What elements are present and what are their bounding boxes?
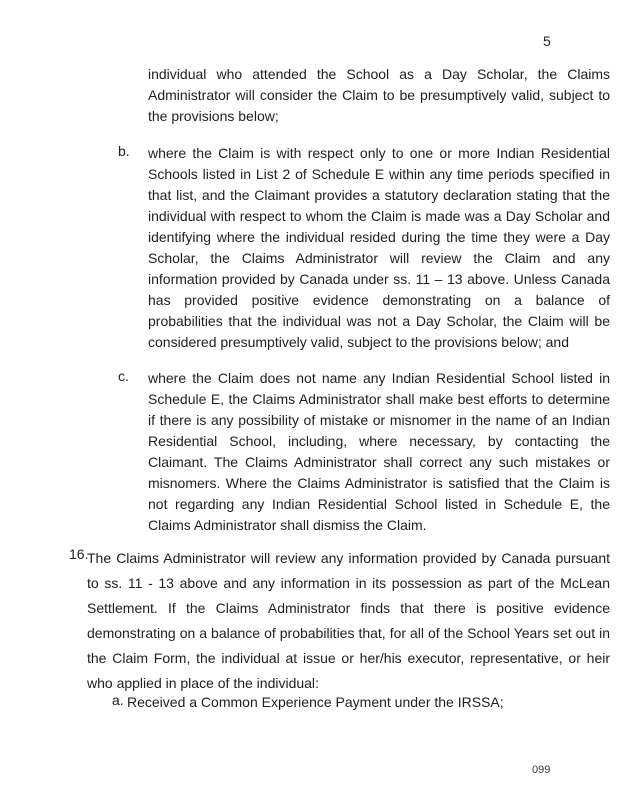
- list-item-c-text: where the Claim does not name any Indian Residential School listed in Schedule E, the Claims Administrator shall make best efforts to determine if there is any possibility of mistake or misnomer in the name of an Indian Residential School, including, where necessary, by contacting the Claimant. The Claims Administrator shall correct any such mistakes or misnomers. Where the Claims Administrator is satisfied that the Claim is not regarding any Indian Residential School listed in Schedule E, the Claims Administrator shall dismiss the Claim.: [148, 370, 610, 533]
- paragraph-16-text: The Claims Administrator will review any information provided by Canada pursuant to ss. 11 - 13 above and any information in its possession as part of the McLean Settlement. If the Claims Administrator finds that there is positive evidence demonstrating on a balance of probabilities that, for all of the School Years set out in the Claim Form, the individual at issue or her/his executor, representative, or heir who applied in place of the individual:: [87, 550, 610, 691]
- list-item-b: [118, 143, 610, 353]
- sub-item-a-text: Received a Common Experience Payment under the IRSSA;: [127, 694, 504, 710]
- sub-item-a: [112, 692, 592, 713]
- bates-number: 099: [532, 764, 551, 776]
- list-item-b-text: where the Claim is with respect only to one or more Indian Residential Schools listed in List 2 of Schedule E within any time periods specified in that list, and the Claimant provides a statutory declaration stating that the individual with respect to whom the Claim is made was a Day Scholar and identifying where the individual resided during the time they were a Day Scholar, the Claims Administrator will review the Claim and any information provided by Canada under ss. 11 – 13 above. Unless Canada has provided positive evidence demonstrating on a balance of probabilities that the individual was not a Day Scholar, the Claim will be considered presumptively valid, subject to the provisions below; and: [148, 145, 610, 350]
- paragraph-16-label: 16.: [69, 546, 89, 562]
- list-item-c-label: c.: [118, 368, 129, 384]
- paragraph-16: [69, 546, 610, 696]
- paragraph-continuation: individual who attended the School as a Day Scholar, the Claims Administrator will consider the Claim to be presumptively valid, subject to the provisions below;: [148, 66, 610, 124]
- list-item-b-label: b.: [118, 143, 130, 159]
- sub-item-a-label: a.: [112, 692, 124, 708]
- list-item-c: [118, 368, 610, 536]
- page-number: 5: [543, 33, 551, 49]
